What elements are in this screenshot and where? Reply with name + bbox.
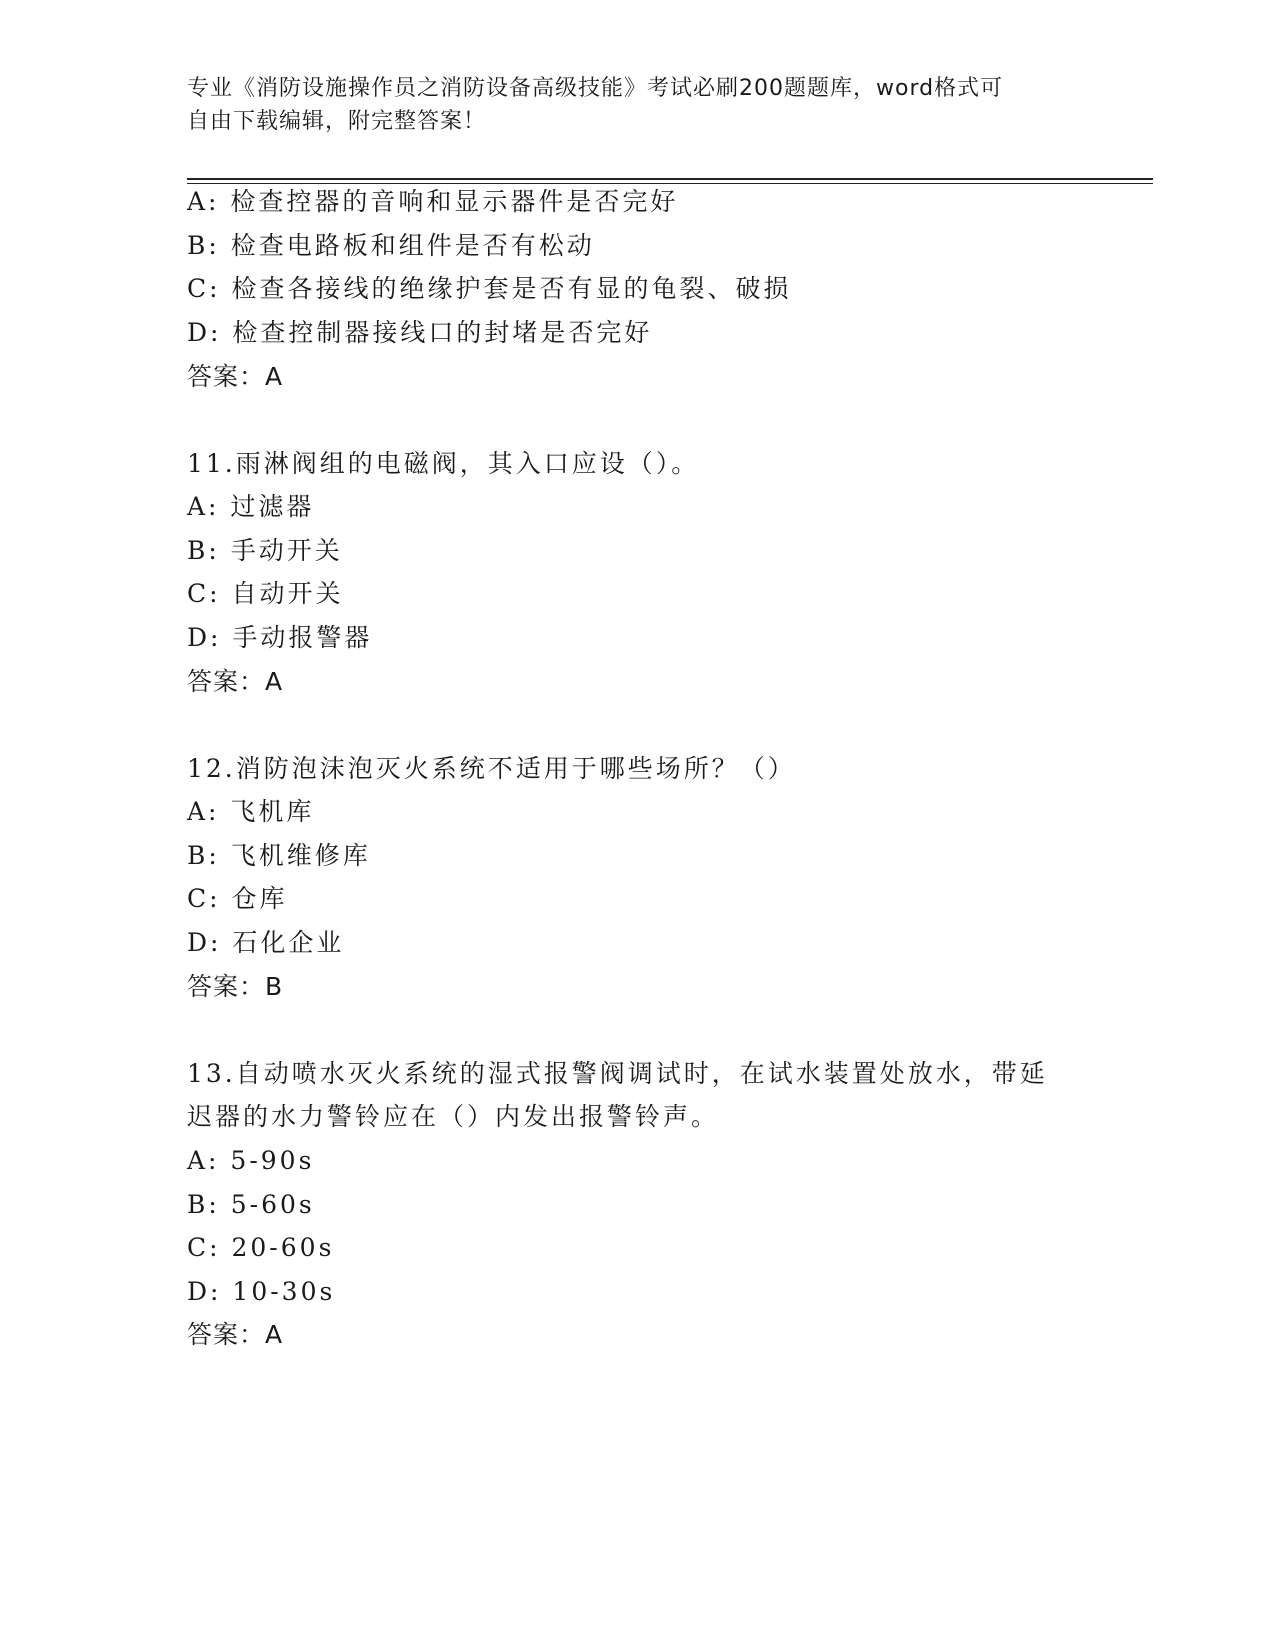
q11-answer: 答案：A <box>187 667 284 696</box>
q13-question-line-2: 迟器的水力警铃应在（）内发出报警铃声。 <box>187 1102 720 1131</box>
header-divider-thick <box>187 178 1153 180</box>
q10-answer: 答案：A <box>187 362 284 391</box>
q12-option-a: A: 飞机库 <box>187 797 315 826</box>
q12-option-d: D: 石化企业 <box>187 928 345 957</box>
q11-option-a: A: 过滤器 <box>187 492 315 521</box>
q12-option-b: B: 飞机维修库 <box>187 841 371 870</box>
q11-option-b: B: 手动开关 <box>187 536 343 565</box>
q10-option-c: C: 检查各接线的绝缘护套是否有显的龟裂、破损 <box>187 274 792 303</box>
q11-option-d: D: 手动报警器 <box>187 623 373 652</box>
q11-question: 11.雨淋阀组的电磁阀，其入口应设（）。 <box>187 449 700 478</box>
q10-option-b: B: 检查电路板和组件是否有松动 <box>187 231 595 260</box>
document-header <box>187 72 1087 138</box>
q13-answer: 答案：A <box>187 1320 284 1349</box>
q12-option-c: C: 仓库 <box>187 884 288 913</box>
q11-option-c: C: 自动开关 <box>187 579 344 608</box>
q13-option-d: D: 10-30s <box>187 1277 336 1306</box>
q13-option-c: C: 20-60s <box>187 1233 335 1262</box>
q13-question-line-1: 13.自动喷水灭火系统的湿式报警阀调试时，在试水装置处放水，带延 <box>187 1059 1048 1088</box>
q13-option-a: A: 5-90s <box>187 1146 315 1175</box>
q12-question: 12.消防泡沫泡灭火系统不适用于哪些场所？（） <box>187 754 796 783</box>
header-line-1: 专业《消防设施操作员之消防设备高级技能》考试必刷200题题库，word格式可 <box>187 76 1004 101</box>
q10-option-d: D: 检查控制器接线口的封堵是否完好 <box>187 318 653 347</box>
q10-option-a: A: 检查控器的音响和显示器件是否完好 <box>187 187 679 216</box>
q12-answer: 答案：B <box>187 972 284 1001</box>
header-divider-thin <box>187 183 1153 184</box>
header-line-2: 自由下载编辑，附完整答案！ <box>187 109 487 134</box>
q13-option-b: B: 5-60s <box>187 1190 315 1219</box>
